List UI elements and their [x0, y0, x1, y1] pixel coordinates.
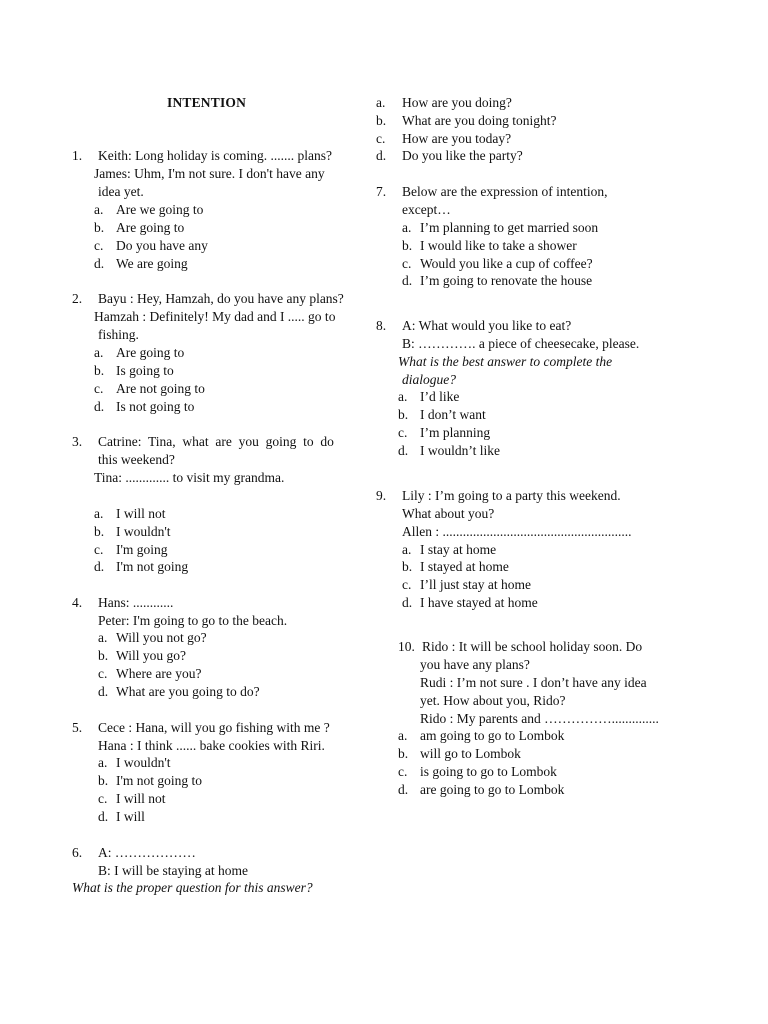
- option-text: I'm not going to: [116, 773, 203, 788]
- question-text: idea yet.: [98, 184, 144, 199]
- question-text: Allen : ........................................................: [402, 524, 632, 539]
- question-text: Lily : I’m going to a party this weekend.: [402, 488, 621, 503]
- question-text: Below are the expression of intention,: [402, 184, 608, 199]
- question-number: 4.: [72, 595, 83, 610]
- question-number: 6.: [72, 845, 83, 860]
- question-text: Tina: ............. to visit my grandma.: [94, 470, 285, 485]
- option-letter: c.: [402, 256, 412, 271]
- option-letter: b.: [398, 746, 409, 761]
- option-text: I stayed at home: [420, 559, 509, 574]
- option-text: Are we going to: [116, 202, 204, 217]
- question-instruction: What is the proper question for this answer?: [72, 880, 313, 895]
- question-text: Catrine: Tina, what are you going to do: [98, 434, 334, 449]
- option-letter: b.: [98, 648, 109, 663]
- option-letter: d.: [98, 809, 109, 824]
- option-letter: b.: [376, 113, 387, 128]
- option-text: Are going to: [116, 220, 185, 235]
- option-text: How are you today?: [402, 131, 512, 146]
- option-text: I will: [116, 809, 145, 824]
- option-text: I wouldn't: [116, 755, 171, 770]
- question-text: Hans: ............: [98, 595, 174, 610]
- option-letter: a.: [402, 542, 412, 557]
- option-text: is going to go to Lombok: [420, 764, 557, 779]
- option-letter: b.: [402, 559, 413, 574]
- option-letter: d.: [398, 782, 409, 797]
- option-letter: c.: [398, 764, 408, 779]
- option-text: I’m planning to get married soon: [420, 220, 599, 235]
- question-text: fishing.: [98, 327, 139, 342]
- option-letter: b.: [94, 524, 105, 539]
- option-text: I will not: [116, 791, 166, 806]
- question-text: Cece : Hana, will you go fishing with me ?: [98, 720, 330, 735]
- question-text: Keith: Long holiday is coming. ....... plans?: [98, 148, 332, 163]
- option-letter: d.: [94, 256, 105, 271]
- question-number: 7.: [376, 184, 387, 199]
- option-text: We are going: [116, 256, 188, 271]
- option-text: How are you doing?: [402, 95, 512, 110]
- question-number: 10.: [398, 639, 415, 654]
- question-instruction: What is the best answer to complete the: [398, 354, 613, 369]
- option-letter: a.: [402, 220, 412, 235]
- option-letter: d.: [398, 443, 409, 458]
- option-letter: a.: [94, 345, 104, 360]
- option-letter: c.: [94, 238, 104, 253]
- option-text: I wouldn't: [116, 524, 171, 539]
- option-text: Do you like the party?: [402, 148, 523, 163]
- option-letter: a.: [94, 202, 104, 217]
- option-text: are going to go to Lombok: [420, 782, 565, 797]
- question-instruction: dialogue?: [402, 372, 456, 387]
- option-text: What are you going to do?: [116, 684, 260, 699]
- question-text: except…: [402, 202, 451, 217]
- option-text: I have stayed at home: [420, 595, 538, 610]
- question-number: 8.: [376, 318, 387, 333]
- question-text: yet. How about you, Rido?: [420, 693, 566, 708]
- option-text: I wouldn’t like: [420, 443, 500, 458]
- option-letter: a.: [398, 728, 408, 743]
- question-text: Rido : My parents and ……………..............: [420, 711, 659, 726]
- option-letter: c.: [402, 577, 412, 592]
- question-number: 9.: [376, 488, 387, 503]
- option-letter: c.: [94, 381, 104, 396]
- option-text: I don’t want: [420, 407, 486, 422]
- option-letter: d.: [402, 595, 413, 610]
- option-letter: d.: [98, 684, 109, 699]
- question-text: B: I will be staying at home: [98, 863, 248, 878]
- question-number: 5.: [72, 720, 83, 735]
- option-text: What are you doing tonight?: [402, 113, 557, 128]
- option-letter: b.: [94, 363, 105, 378]
- option-letter: c.: [376, 131, 386, 146]
- option-text: Will you not go?: [116, 630, 207, 645]
- option-letter: a.: [376, 95, 386, 110]
- question-text: A: What would you like to eat?: [402, 318, 572, 333]
- question-text: Hamzah : Definitely! My dad and I ..... go to: [94, 309, 336, 324]
- question-text: Rudi : I’m not sure . I don’t have any idea: [420, 675, 647, 690]
- option-text: I’ll just stay at home: [420, 577, 531, 592]
- option-letter: d.: [402, 273, 413, 288]
- option-text: I’d like: [420, 389, 460, 404]
- option-letter: c.: [94, 542, 104, 557]
- option-text: I stay at home: [420, 542, 497, 557]
- option-text: I’m planning: [420, 425, 491, 440]
- option-text: Will you go?: [116, 648, 186, 663]
- question-text: B: …………. a piece of cheesecake, please.: [402, 336, 640, 351]
- option-text: Would you like a cup of coffee?: [420, 256, 593, 271]
- option-letter: b.: [398, 407, 409, 422]
- option-text: I'm not going: [116, 559, 189, 574]
- option-text: Where are you?: [116, 666, 202, 681]
- option-letter: c.: [398, 425, 408, 440]
- option-text: I'm going: [116, 542, 168, 557]
- option-text: will go to Lombok: [420, 746, 521, 761]
- option-letter: b.: [98, 773, 109, 788]
- option-letter: d.: [376, 148, 387, 163]
- question-text: you have any plans?: [420, 657, 530, 672]
- question-text: A: ………………: [98, 845, 196, 860]
- question-number: 1.: [72, 148, 83, 163]
- option-letter: a.: [98, 755, 108, 770]
- option-letter: d.: [94, 399, 105, 414]
- option-text: Are going to: [116, 345, 185, 360]
- question-text: What about you?: [402, 506, 495, 521]
- option-letter: a.: [398, 389, 408, 404]
- option-text: I would like to take a shower: [420, 238, 577, 253]
- option-letter: b.: [94, 220, 105, 235]
- option-letter: a.: [94, 506, 104, 521]
- option-text: Are not going to: [116, 381, 205, 396]
- option-text: am going to go to Lombok: [420, 728, 565, 743]
- option-text: Is not going to: [116, 399, 195, 414]
- option-letter: a.: [98, 630, 108, 645]
- question-text: this weekend?: [98, 452, 175, 467]
- question-text: Hana : I think ...... bake cookies with Riri.: [98, 738, 325, 753]
- question-text: Peter: I'm going to go to the beach.: [98, 613, 288, 628]
- question-text: Rido : It will be school holiday soon. Do: [422, 639, 643, 654]
- page-title: INTENTION: [167, 95, 247, 110]
- question-number: 2.: [72, 291, 83, 306]
- option-letter: b.: [402, 238, 413, 253]
- option-letter: d.: [94, 559, 105, 574]
- option-letter: c.: [98, 666, 108, 681]
- question-number: 3.: [72, 434, 83, 449]
- option-text: I’m going to renovate the house: [420, 273, 593, 288]
- option-text: Do you have any: [116, 238, 208, 253]
- option-text: I will not: [116, 506, 166, 521]
- question-text: Bayu : Hey, Hamzah, do you have any plans?: [98, 291, 344, 306]
- option-letter: c.: [98, 791, 108, 806]
- question-text: James: Uhm, I'm not sure. I don't have any: [94, 166, 325, 181]
- option-text: Is going to: [116, 363, 174, 378]
